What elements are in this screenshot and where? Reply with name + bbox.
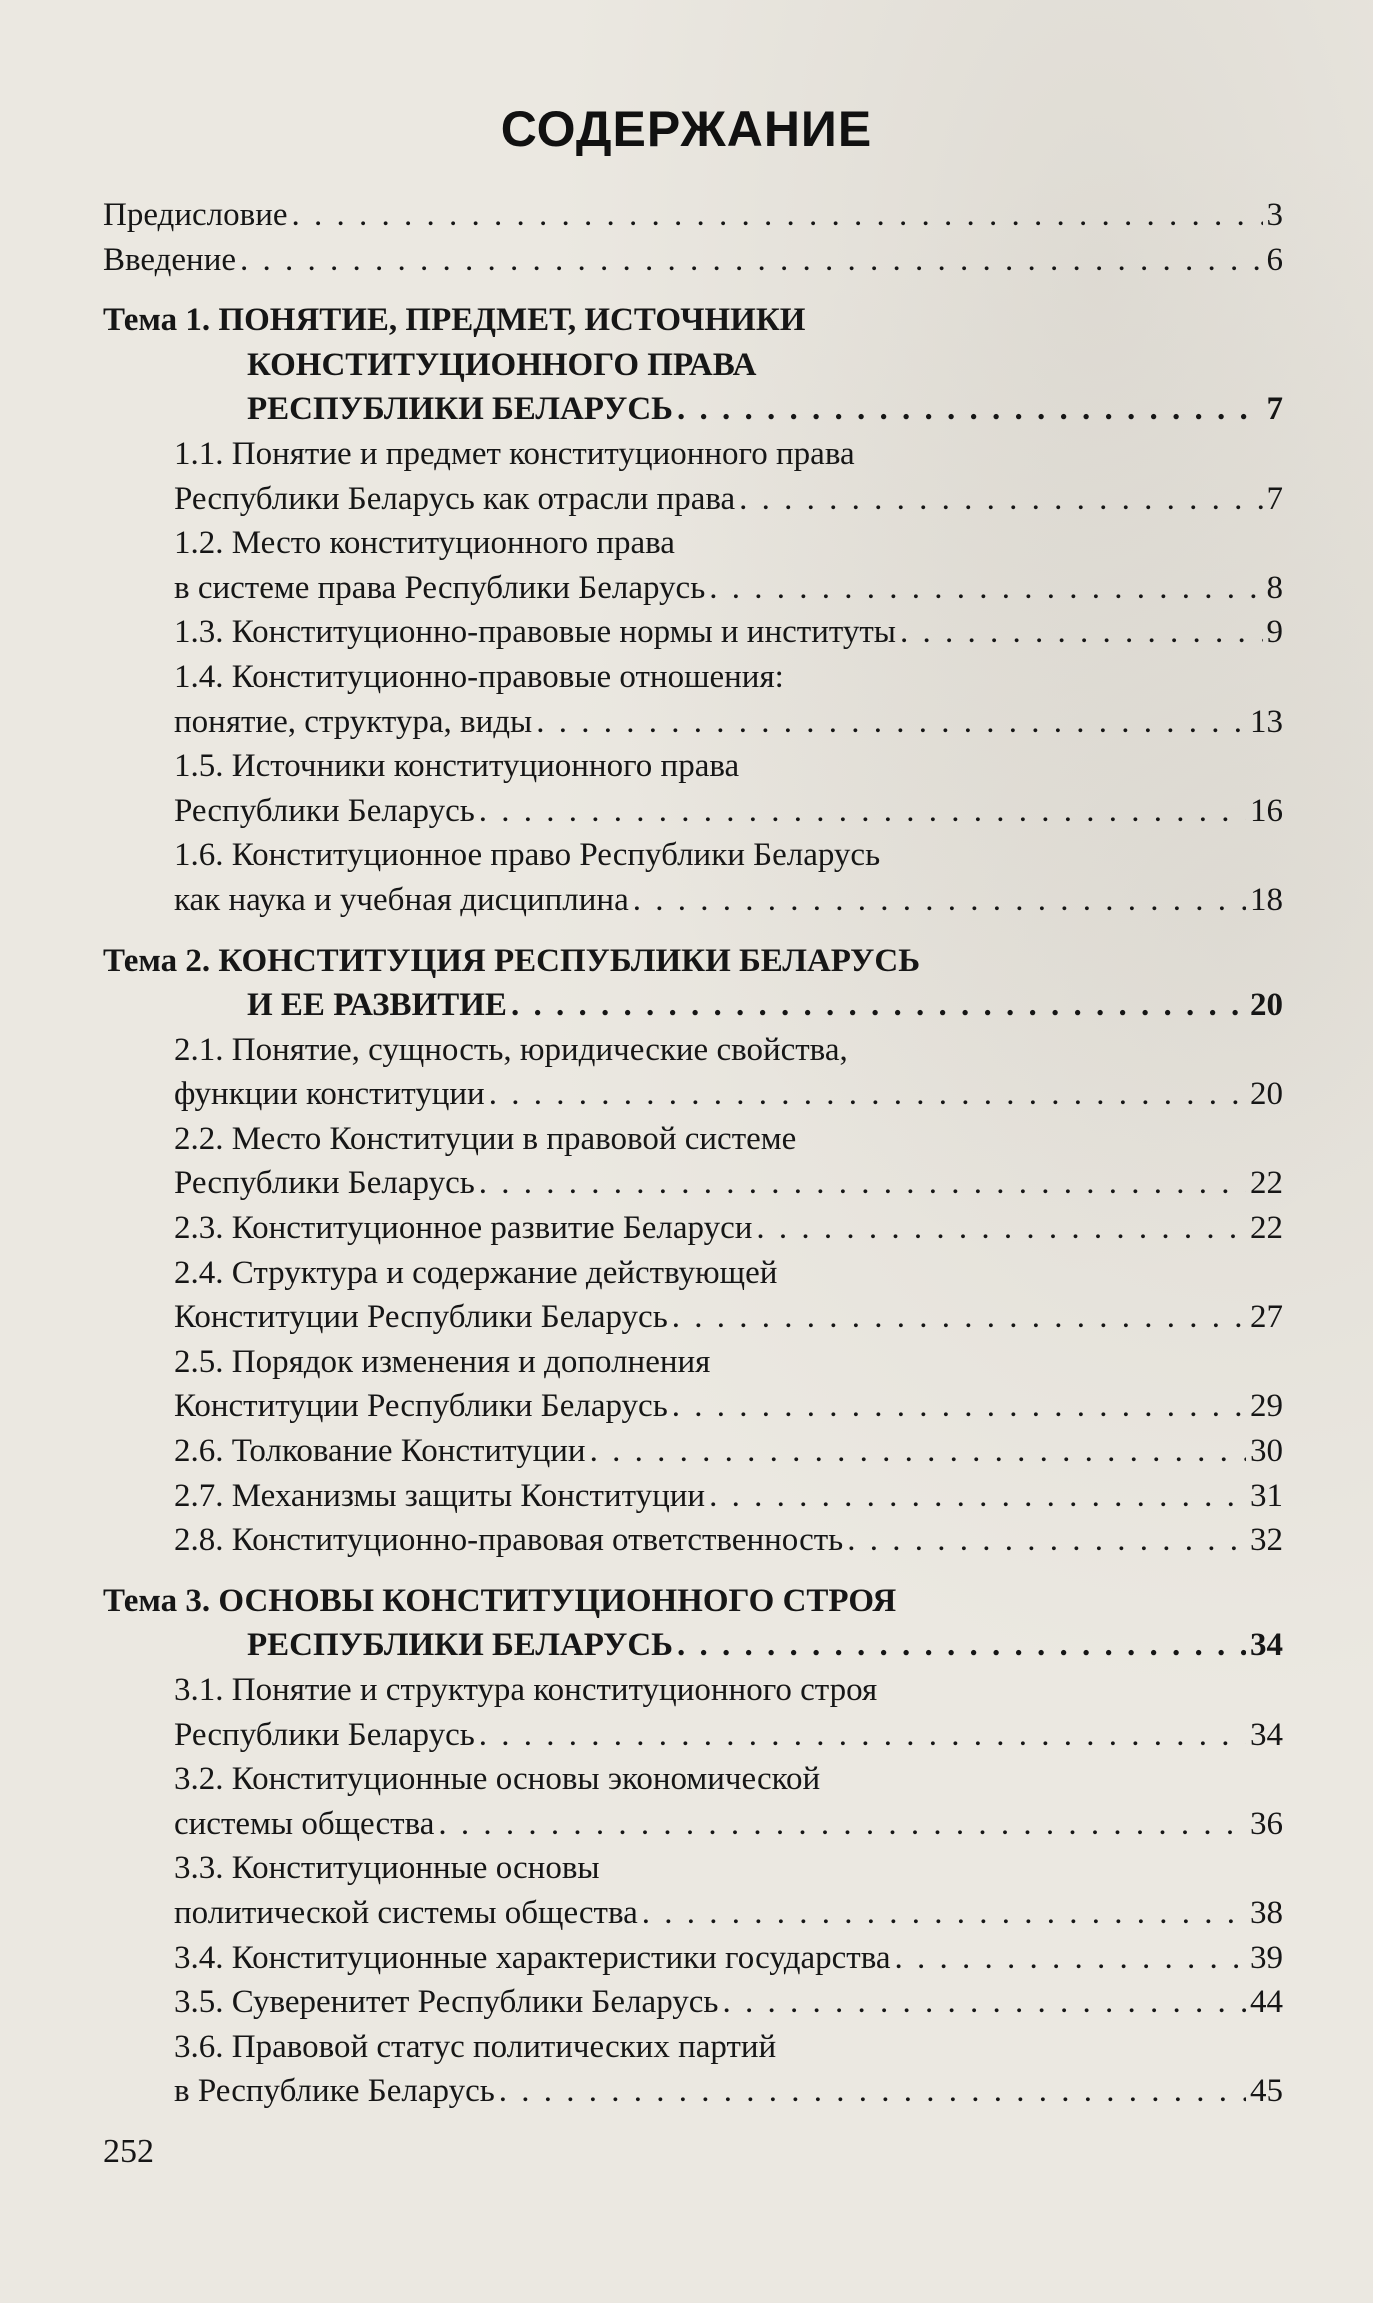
- toc-page-number: 34: [1250, 1627, 1283, 1664]
- dot-leader: [672, 1295, 1246, 1340]
- dot-leader: [677, 387, 1262, 432]
- toc-entry-line: [103, 2069, 1283, 2114]
- toc-entry-line: [103, 655, 1283, 700]
- toc-topic-line: [103, 1579, 1283, 1624]
- toc-entry-text: РЕСПУБЛИКИ БЕЛАРУСЬ: [247, 391, 674, 428]
- toc-page-number: 9: [1266, 614, 1283, 651]
- toc-entry-text: РЕСПУБЛИКИ БЕЛАРУСЬ: [247, 1627, 674, 1664]
- dot-leader: [633, 878, 1246, 923]
- dot-leader: [292, 193, 1263, 238]
- toc-entry-text: 2.5. Порядок изменения и дополнения: [174, 1343, 711, 1380]
- toc-page-number: 30: [1250, 1433, 1283, 1470]
- dot-leader: [895, 1936, 1246, 1981]
- dot-leader: [438, 1802, 1246, 1847]
- toc-entry-line: [103, 1028, 1283, 1073]
- toc-page-number: 13: [1250, 703, 1283, 740]
- toc-entry-text: 3.2. Конституционные основы экономической: [174, 1761, 821, 1798]
- toc-page-number: 44: [1250, 1984, 1283, 2021]
- dot-leader: [499, 2069, 1246, 2114]
- toc-entry-text: Республики Беларусь как отрасли права: [174, 480, 736, 517]
- toc-entry-line: [103, 833, 1283, 878]
- toc-topic-line: [103, 387, 1283, 432]
- dot-leader: [722, 1980, 1246, 2025]
- toc-entry-line: [103, 700, 1283, 745]
- table-of-contents: [103, 193, 1283, 2114]
- toc-entry-text: в системе права Республики Беларусь: [174, 569, 706, 606]
- dot-leader: [677, 1623, 1246, 1668]
- dot-leader: [900, 610, 1263, 655]
- toc-entry-line: [103, 2025, 1283, 2070]
- toc-topic-line: [103, 343, 1283, 388]
- toc-entry-line: [103, 1161, 1283, 1206]
- toc-page-number: 20: [1250, 987, 1283, 1024]
- toc-entry-text: 2.6. Толкование Конституции: [174, 1433, 586, 1470]
- dot-leader: [739, 477, 1262, 522]
- toc-page-number: 8: [1266, 569, 1283, 606]
- toc-page-number: 22: [1250, 1210, 1283, 1247]
- toc-entry-line: [103, 1757, 1283, 1802]
- toc-page-number: 32: [1250, 1522, 1283, 1559]
- toc-entry-line: [103, 1340, 1283, 1385]
- toc-entry-text: 2.7. Механизмы защиты Конституции: [174, 1477, 706, 1514]
- toc-entry-text: в Республике Беларусь: [174, 2073, 495, 2110]
- dot-leader: [847, 1518, 1246, 1563]
- toc-page-number: 36: [1250, 1805, 1283, 1842]
- toc-entry-text: 1.4. Конституционно-правовые отношения:: [174, 658, 784, 695]
- toc-entry-line: [103, 1474, 1283, 1519]
- toc-entry-text: 1.5. Источники конституционного права: [174, 748, 740, 785]
- dot-leader: [479, 1161, 1246, 1206]
- dot-leader: [240, 238, 1262, 283]
- toc-entry-line: [103, 744, 1283, 789]
- toc-entry-text: Республики Беларусь: [174, 1165, 475, 1202]
- toc-entry-line: [103, 1713, 1283, 1758]
- toc-page-number: 38: [1250, 1894, 1283, 1931]
- dot-leader: [756, 1206, 1246, 1251]
- toc-entry-line: [103, 193, 1283, 238]
- toc-entry-text: 2.8. Конституционно-правовая ответственность: [174, 1522, 844, 1559]
- toc-entry-text: И ЕЕ РАЗВИТИЕ: [247, 987, 507, 1024]
- toc-entry-line: [103, 878, 1283, 923]
- toc-page-number: 6: [1266, 241, 1283, 278]
- toc-entry-line: [103, 566, 1283, 611]
- toc-page-number: 3: [1266, 197, 1283, 233]
- toc-entry-text: 3.1. Понятие и структура конституционного строя: [174, 1672, 878, 1708]
- toc-entry-text: Тема 3. ОСНОВЫ КОНСТИТУЦИОННОГО СТРОЯ: [103, 1582, 897, 1619]
- toc-entry-text: как наука и учебная дисциплина: [174, 881, 629, 918]
- toc-topic-line: [103, 939, 1283, 984]
- toc-entry-text: 1.6. Конституционное право Республики Беларусь: [174, 837, 881, 874]
- toc-page-number: 16: [1250, 792, 1283, 829]
- dot-leader: [642, 1891, 1246, 1936]
- toc-page-number: 39: [1250, 1939, 1283, 1976]
- toc-entry-line: [103, 1846, 1283, 1891]
- toc-entry-line: [103, 1980, 1283, 2025]
- toc-entry-text: 3.6. Правовой статус политических партий: [174, 2028, 777, 2065]
- toc-entry-line: [103, 1384, 1283, 1429]
- toc-entry-text: Конституции Республики Беларусь: [174, 1299, 668, 1336]
- toc-page-number: 22: [1250, 1165, 1283, 1202]
- toc-entry-line: [103, 1802, 1283, 1847]
- toc-entry-text: Республики Беларусь: [174, 1716, 475, 1753]
- toc-entry-line: [103, 1206, 1283, 1251]
- toc-page-number: 18: [1250, 881, 1283, 918]
- toc-entry-line: [103, 521, 1283, 566]
- toc-entry-line: [103, 1891, 1283, 1936]
- toc-entry-text: Конституции Республики Беларусь: [174, 1388, 668, 1425]
- toc-entry-text: 3.4. Конституционные характеристики государства: [174, 1939, 891, 1976]
- toc-entry-text: Республики Беларусь: [174, 792, 475, 829]
- toc-page-number: 34: [1250, 1716, 1283, 1753]
- dot-leader: [479, 1713, 1246, 1758]
- toc-entry-text: 3.5. Суверенитет Республики Беларусь: [174, 1984, 719, 2021]
- toc-topic-line: [103, 1623, 1283, 1668]
- toc-entry-line: [103, 789, 1283, 834]
- toc-entry-line: [103, 432, 1283, 477]
- toc-entry-line: [103, 1117, 1283, 1162]
- toc-page-number: 45: [1250, 2073, 1283, 2110]
- toc-entry-text: системы общества: [174, 1805, 435, 1842]
- toc-entry-line: [103, 1251, 1283, 1296]
- toc-topic-line: [103, 298, 1283, 343]
- toc-entry-text: 2.4. Структура и содержание действующей: [174, 1254, 778, 1291]
- toc-entry-line: [103, 238, 1283, 283]
- toc-page-number: 7: [1266, 391, 1283, 428]
- toc-entry-text: 3.3. Конституционные основы: [174, 1850, 600, 1887]
- toc-entry-text: 2.3. Конституционное развитие Беларуси: [174, 1210, 753, 1247]
- page-number: 252: [103, 2133, 154, 2170]
- dot-leader: [479, 789, 1246, 834]
- toc-entry-text: функции конституции: [174, 1076, 485, 1113]
- toc-page-number: 7: [1266, 480, 1283, 517]
- toc-entry-text: 2.2. Место Конституции в правовой системе: [174, 1120, 797, 1157]
- toc-entry-line: [103, 610, 1283, 655]
- dot-leader: [489, 1072, 1246, 1117]
- dot-leader: [672, 1384, 1246, 1429]
- toc-entry-text: 1.3. Конституционно-правовые нормы и институты: [174, 614, 896, 651]
- toc-page-number: 20: [1250, 1076, 1283, 1113]
- toc-entry-text: 1.1. Понятие и предмет конституционного права: [174, 435, 855, 472]
- dot-leader: [709, 566, 1262, 611]
- toc-entry-text: Предисловие: [103, 197, 288, 233]
- toc-page-number: 29: [1250, 1388, 1283, 1425]
- toc-topic-line: [103, 983, 1283, 1028]
- toc-entry-text: Введение: [103, 241, 237, 278]
- dot-leader: [511, 983, 1246, 1028]
- toc-entry-line: [103, 477, 1283, 522]
- toc-entry-text: политической системы общества: [174, 1894, 638, 1931]
- toc-entry-line: [103, 1518, 1283, 1563]
- toc-entry-line: [103, 1668, 1283, 1713]
- toc-page-number: 27: [1250, 1299, 1283, 1336]
- toc-entry-text: Тема 2. КОНСТИТУЦИЯ РЕСПУБЛИКИ БЕЛАРУСЬ: [103, 942, 921, 979]
- toc-entry-text: КОНСТИТУЦИОННОГО ПРАВА: [247, 346, 757, 383]
- toc-entry-text: 2.1. Понятие, сущность, юридические свойства,: [174, 1031, 848, 1068]
- toc-entry-text: понятие, структура, виды: [174, 703, 533, 740]
- toc-entry-line: [103, 1936, 1283, 1981]
- toc-entry-line: [103, 1072, 1283, 1117]
- toc-entry-text: 1.2. Место конституционного права: [174, 525, 675, 562]
- page-title: СОДЕРЖАНИЕ: [500, 101, 873, 157]
- toc-page-number: 31: [1250, 1477, 1283, 1514]
- toc-entry-line: [103, 1429, 1283, 1474]
- toc-entry-line: [103, 1295, 1283, 1340]
- dot-leader: [590, 1429, 1246, 1474]
- dot-leader: [536, 700, 1246, 745]
- dot-leader: [709, 1474, 1246, 1519]
- toc-entry-text: Тема 1. ПОНЯТИЕ, ПРЕДМЕТ, ИСТОЧНИКИ: [103, 302, 806, 339]
